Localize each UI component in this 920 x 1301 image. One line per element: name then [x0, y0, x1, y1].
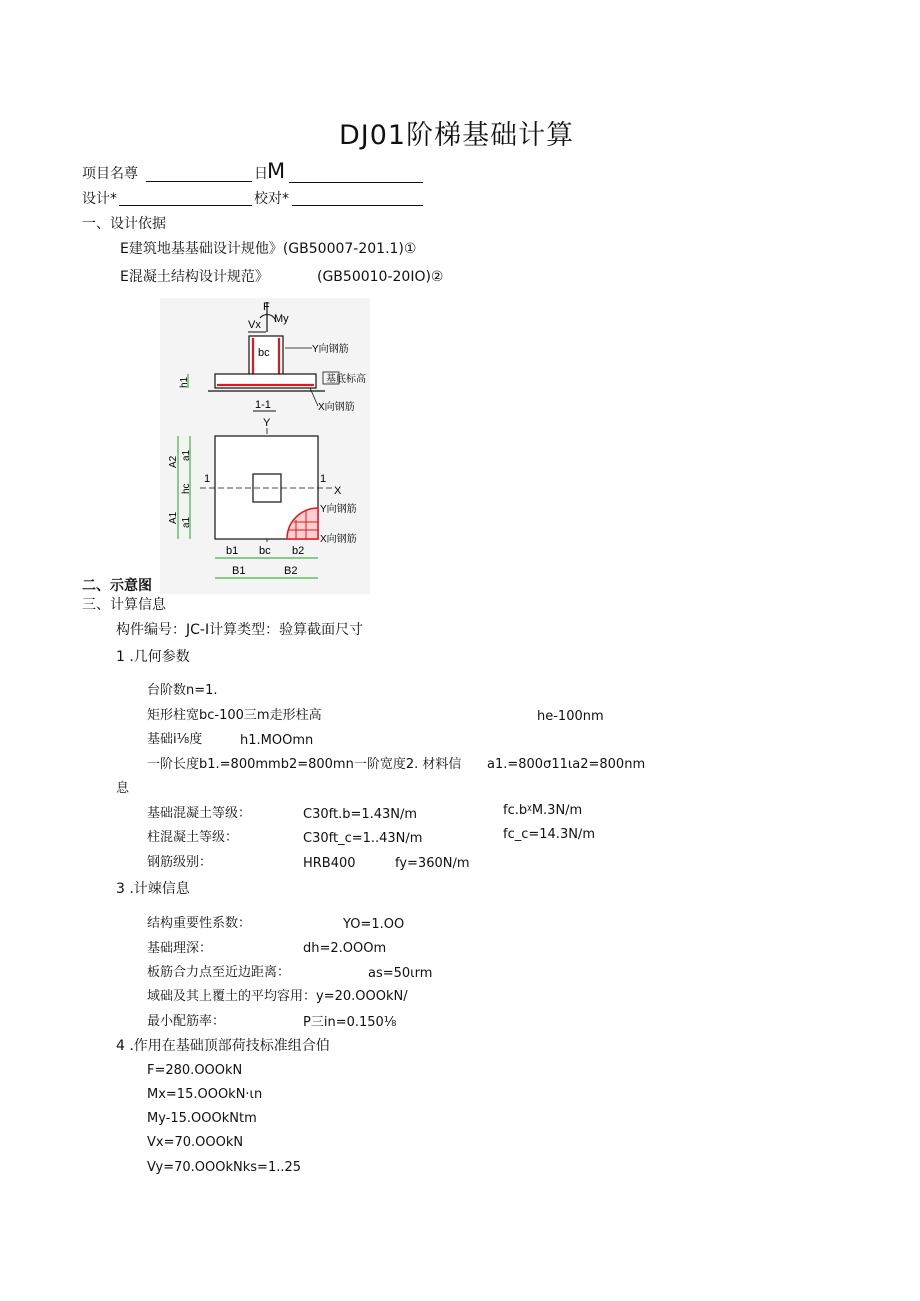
label-b1-upper: B1	[232, 565, 246, 577]
load-vy: Vy=70.OOOkNks=1..25	[147, 1160, 302, 1175]
label-a1: A1	[168, 511, 179, 524]
label-a1-top: a1	[181, 449, 192, 461]
steps-count: 台阶数n=1.	[147, 683, 218, 698]
unit-weight: 域础及其上覆土的平均容用：y=20.OOOkN/	[147, 989, 408, 1004]
base-height-label: 基础i⅛度	[147, 732, 203, 747]
column-height: he-100nm	[537, 709, 604, 724]
reference-gb50010-code: (GB50010-20IO)②	[317, 269, 444, 285]
column-concrete-fc: fc_c=14.3N∕m	[503, 827, 595, 842]
loads-heading: 4 .作用在基础顶部荷技标准组合伯	[116, 1038, 330, 1054]
label-x-rebar-plan: X向钢筋	[320, 534, 357, 545]
project-name-label: 项目名尊	[82, 166, 138, 182]
min-ratio-label: 最小配筋率：	[147, 1014, 226, 1029]
section-design-basis: 一、设计依据	[82, 216, 166, 232]
label-b2-upper: B2	[284, 565, 298, 577]
label-cut-left: 1	[204, 473, 211, 485]
label-x-axis: X	[334, 485, 342, 497]
cover-distance-label: 板筋合力点至近边距离：	[147, 965, 291, 980]
label-vx: Vx	[248, 319, 261, 331]
label-hc: hc	[181, 483, 192, 494]
label-f: F	[263, 301, 270, 313]
date-label: 日	[254, 166, 268, 182]
cover-distance-value: as=50ιrm	[368, 966, 433, 981]
material-info-label: 息	[116, 781, 130, 796]
step-width: a1.=800σ11ιa2=800nm	[487, 757, 646, 772]
label-h1: h1	[179, 376, 190, 388]
column-concrete-label: 柱混凝土等级：	[147, 830, 239, 845]
load-my: My-15.OOOkNtm	[147, 1111, 257, 1126]
label-y-axis: Y	[263, 417, 271, 429]
burial-depth-value: dh=2.OOOm	[303, 941, 387, 956]
calc-info-heading: 3 .计竦信息	[116, 881, 190, 897]
label-bc-bottom: bc	[259, 545, 271, 557]
steel-fy: fy=360N∕m	[395, 856, 470, 871]
step-length: 一阶长度b1.=800mmb2=800mn一阶宽度2. 材料信	[147, 757, 462, 772]
base-concrete-label: 基础混凝土等级：	[147, 806, 252, 821]
label-base-elev: 基底标高	[326, 374, 366, 385]
page-title: DJ01阶梯基础计算	[339, 120, 575, 151]
label-b2: b2	[292, 545, 305, 557]
design-label: 设计*	[82, 191, 117, 207]
check-label: 校对*	[254, 191, 289, 207]
project-name-field[interactable]	[146, 181, 252, 182]
label-y-rebar-plan: Y向钢筋	[320, 504, 357, 515]
label-a1-bottom: a1	[181, 516, 192, 528]
date-value: M	[267, 159, 286, 183]
member-info: 构件编号：JC-I计算类型：验算截面尺寸	[116, 622, 364, 638]
label-my: My	[274, 313, 289, 325]
base-height-value: h1.MOOmn	[240, 733, 314, 748]
label-y-rebar-top: Y向钢筋	[312, 344, 349, 355]
geometry-heading: 1 .几何参数	[116, 649, 190, 665]
reference-gb50010-name: E混凝土结构设计规范》	[120, 269, 269, 285]
label-section-1-1: 1-1	[255, 399, 271, 411]
steel-grade-label: 钢筋级别：	[147, 855, 213, 870]
section-schematic: 二、示意图	[82, 578, 152, 594]
steel-grade-value: HRB400	[303, 856, 356, 871]
label-bc-top: bc	[258, 347, 270, 359]
foundation-diagram	[160, 298, 370, 594]
column-concrete-value: C30ft_c=1..43N∕m	[303, 831, 423, 846]
min-ratio-value: P三in=0.150⅛	[303, 1015, 397, 1030]
load-f: F=280.OOOkN	[147, 1063, 243, 1078]
design-field[interactable]	[119, 205, 252, 206]
section-calc-info: 三、计算信息	[82, 597, 166, 613]
load-vx: Vx=70.OOOkN	[147, 1135, 244, 1150]
base-concrete-fc: fc.bᵡM.3N∕m	[503, 803, 583, 818]
load-mx: Mx=15.OOOkN·ιn	[147, 1087, 263, 1102]
importance-label: 结构重要性系数：	[147, 916, 252, 931]
importance-value: YO=1.OO	[343, 917, 405, 932]
label-b1: b1	[226, 545, 239, 557]
base-concrete-value: C30ft.b=1.43N∕m	[303, 807, 418, 822]
date-field[interactable]	[289, 182, 423, 183]
column-width: 矩形柱宽bc-100三m走形柱高	[147, 708, 322, 723]
burial-depth-label: 基础理深：	[147, 941, 213, 956]
reference-gb50007: E建筑地基基础设计规他》(GB50007-201.1)①	[120, 241, 417, 257]
label-a2: A2	[168, 455, 179, 468]
label-cut-right: 1	[320, 473, 327, 485]
label-x-rebar-top: X向钢筋	[318, 402, 355, 413]
check-field[interactable]	[292, 205, 423, 206]
